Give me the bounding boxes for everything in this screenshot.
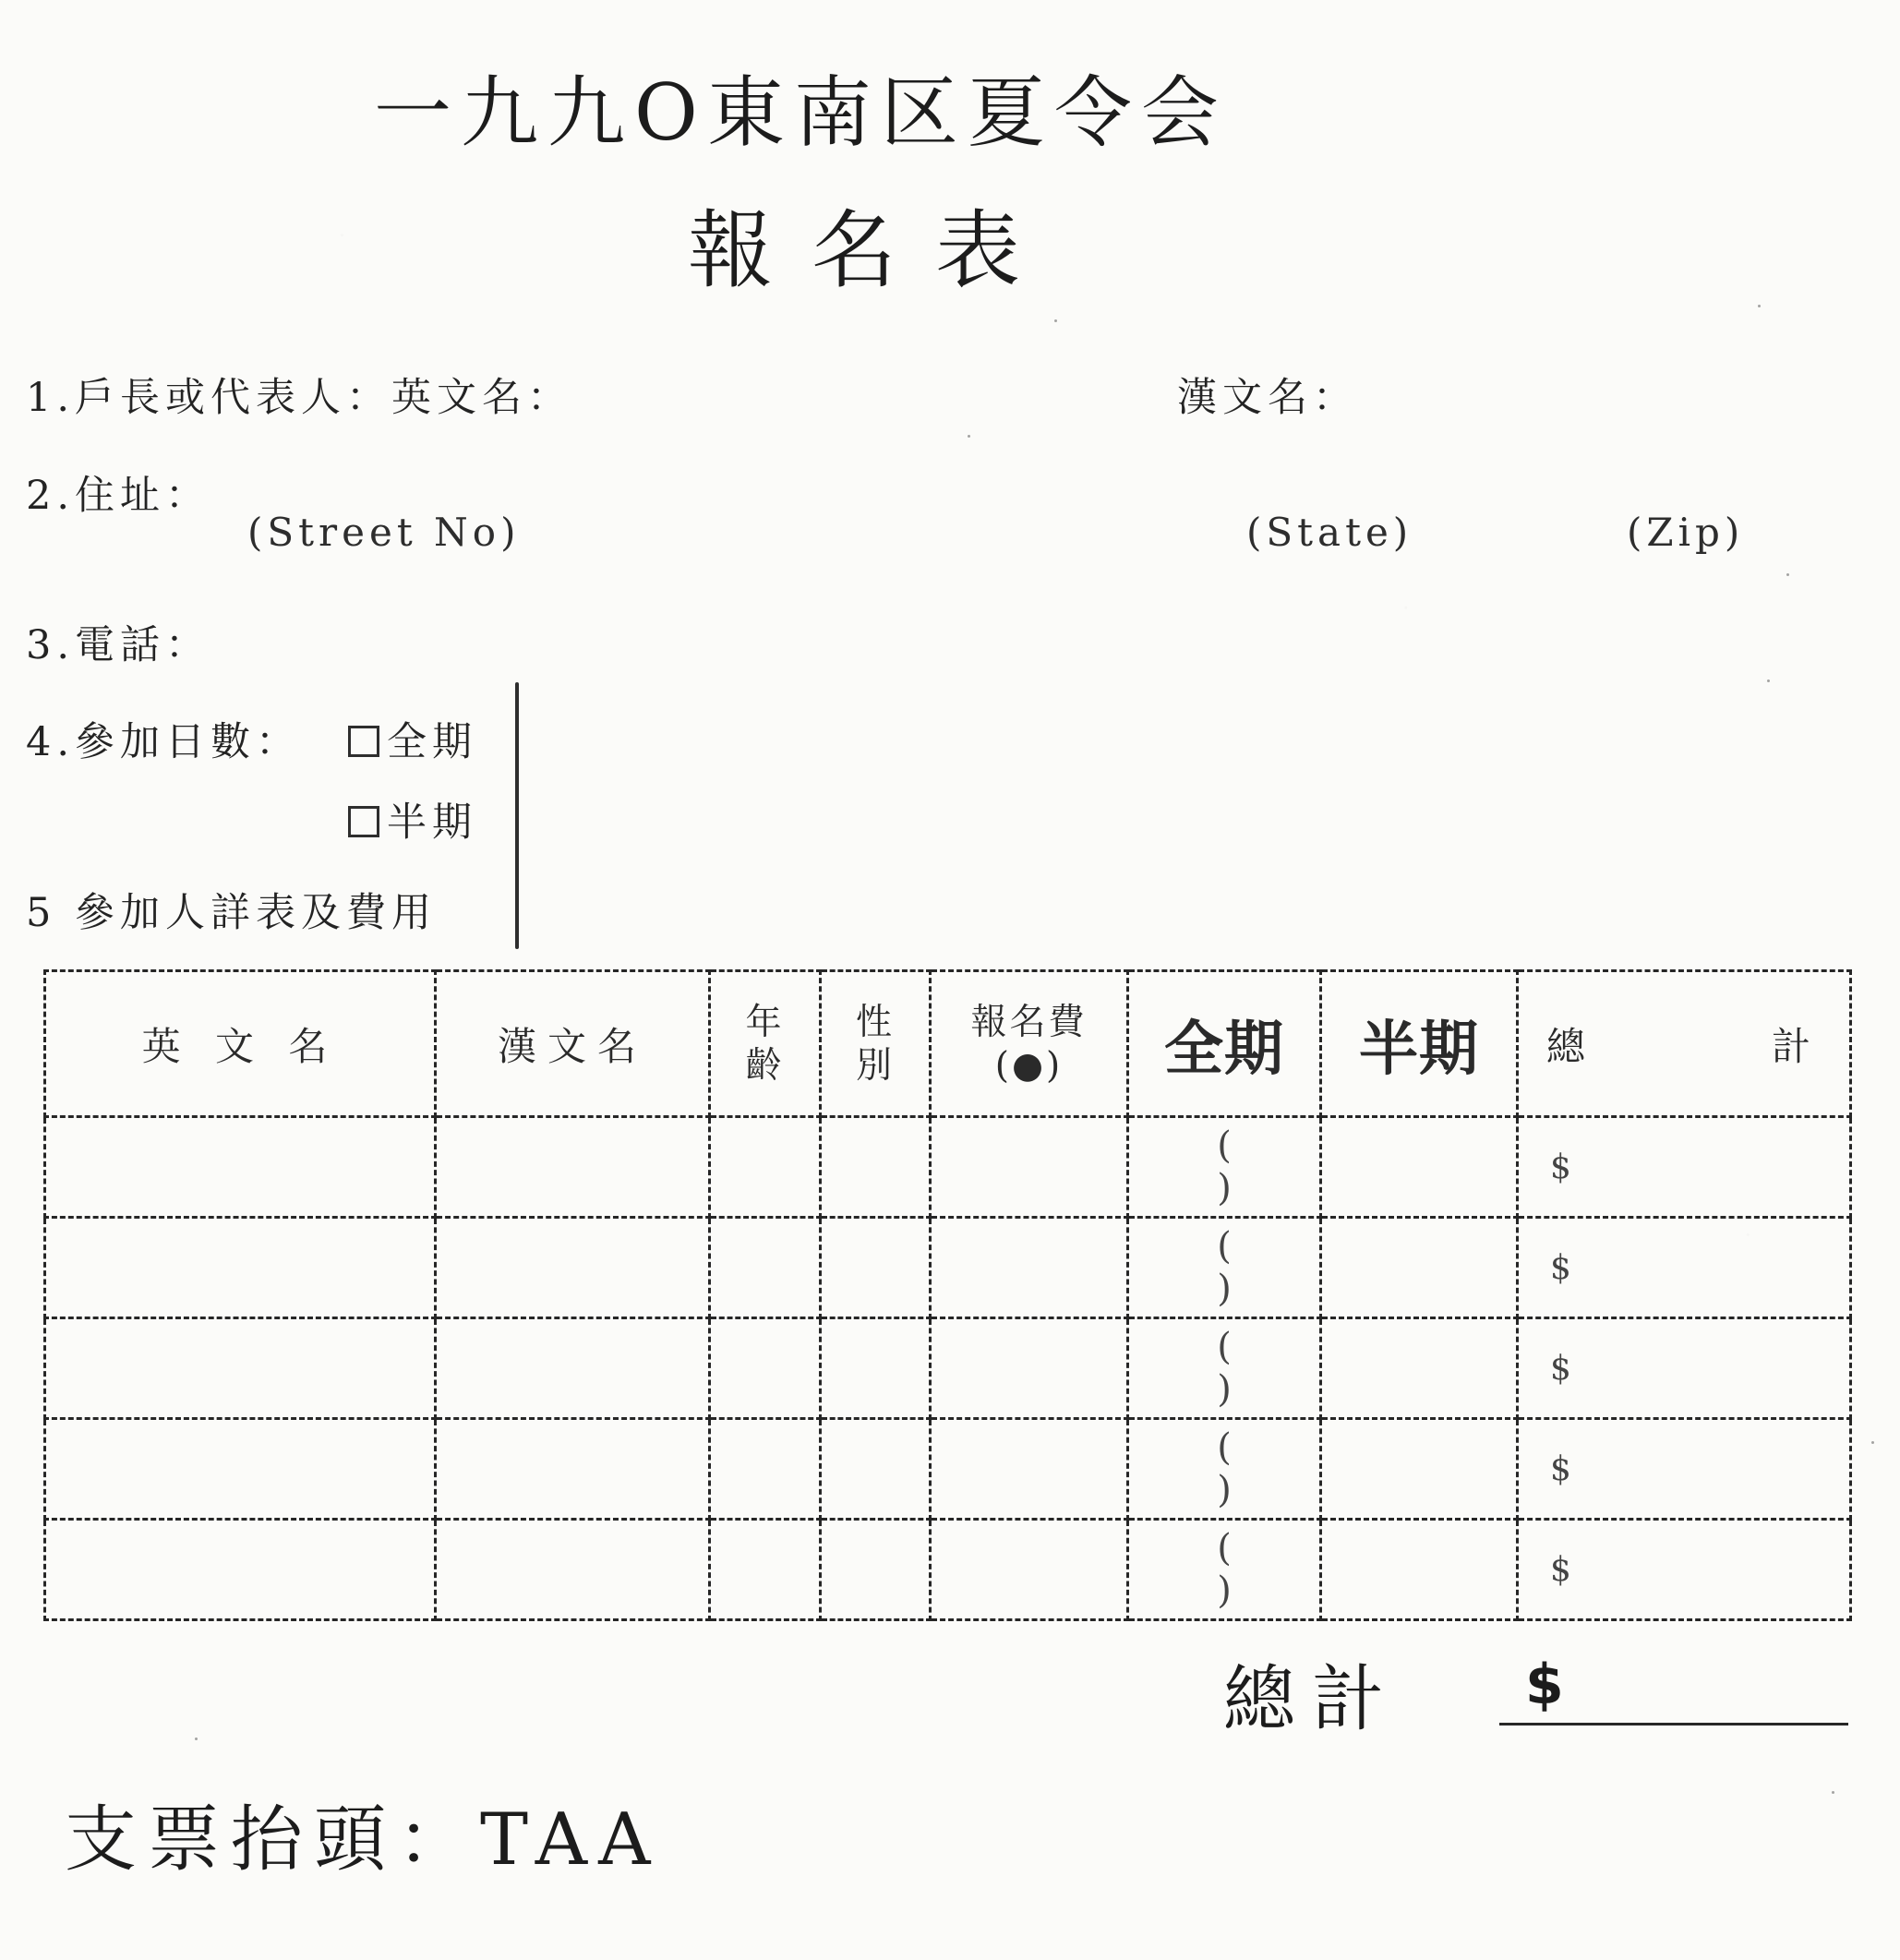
registration-fee-column-header [931,971,1128,1117]
grand-total-label: 總計 [1223,1658,1401,1741]
chinese-name-column-header: 漢文名 [436,971,710,1117]
scan-speckle [1767,679,1770,682]
age-column-header [710,971,821,1117]
representative-english-name-label: 1.戶長或代表人：英文名： [26,375,573,421]
paren-left: ( [1217,1225,1232,1268]
total-header-right: 計 [1771,1023,1822,1069]
half-period-cell[interactable] [1321,1318,1518,1419]
gender-cell[interactable] [821,1117,931,1218]
scan-speckle [1832,1791,1834,1794]
table-row [45,1218,1851,1318]
full-period-column-header: 全期 [1128,971,1321,1117]
grand-total-input-line[interactable] [1499,1723,1848,1726]
half-period-cell[interactable] [1321,1117,1518,1218]
half-period-cell[interactable] [1321,1419,1518,1520]
participant-table [43,969,1849,1619]
full-period-option-label: 全期 [387,719,477,765]
chinese-name-cell[interactable] [436,1318,710,1419]
full-period-option[interactable] [348,711,477,767]
registration-fee-cell[interactable] [931,1218,1128,1318]
table-row [45,1318,1851,1419]
paren-left: ( [1217,1124,1232,1167]
full-period-cell[interactable] [1128,1318,1321,1419]
chinese-name-cell[interactable] [436,1117,710,1218]
half-period-checkbox[interactable] [348,806,379,837]
english-name-cell[interactable] [45,1218,436,1318]
paren-left: ( [1217,1527,1232,1569]
full-period-cell[interactable] [1128,1419,1321,1520]
row-total-column-header [1518,971,1851,1117]
gender-cell[interactable] [821,1520,931,1620]
scan-speckle [1758,305,1761,307]
paren-right: ) [1217,1368,1232,1411]
paren-right: ) [1217,1268,1232,1310]
paren-right: ) [1217,1167,1232,1209]
scan-speckle [968,435,970,438]
phone-label: 3.電話： [26,622,211,668]
english-name-cell[interactable] [45,1419,436,1520]
chinese-name-cell[interactable] [436,1520,710,1620]
row-total-cell[interactable] [1518,1520,1851,1620]
address-label: 2.住址： [26,473,211,519]
age-header-bottom: 齡 [745,1044,785,1087]
form-title: 報名表 [688,201,1060,300]
street-number-hint: (Street No) [247,510,521,555]
age-cell[interactable] [710,1117,821,1218]
paren-left: ( [1217,1326,1232,1368]
english-name-cell[interactable] [45,1318,436,1419]
full-period-cell[interactable] [1128,1218,1321,1318]
row-total-cell[interactable] [1518,1218,1851,1318]
table-row [45,1117,1851,1218]
gender-column-header [821,971,931,1117]
scan-speckle [1054,319,1057,322]
dollar-sign: $ [1550,1248,1571,1287]
registration-fee-cell[interactable] [931,1318,1128,1419]
full-period-cell[interactable] [1128,1520,1321,1620]
half-period-column-header: 半期 [1321,971,1518,1117]
age-cell[interactable] [710,1520,821,1620]
half-period-cell[interactable] [1321,1218,1518,1318]
gender-header-top: 性 [855,1001,895,1043]
age-header-top: 年 [745,1001,785,1043]
grand-total-dollar-sign: $ [1525,1653,1564,1717]
full-period-cell[interactable] [1128,1117,1321,1218]
english-name-cell[interactable] [45,1520,436,1620]
half-period-cell[interactable] [1321,1520,1518,1620]
full-period-checkbox[interactable] [348,726,379,757]
fee-header-top: 報名費 [970,1001,1088,1043]
age-cell[interactable] [710,1218,821,1318]
gender-cell[interactable] [821,1419,931,1520]
dollar-sign: $ [1550,1550,1571,1589]
dollar-sign: $ [1550,1449,1571,1488]
participant-details-label: 5 參加人詳表及費用 [26,890,438,936]
chinese-name-cell[interactable] [436,1218,710,1318]
table-row [45,1419,1851,1520]
age-cell[interactable] [710,1419,821,1520]
event-title: 一九九O東南区夏令会 [374,67,1228,158]
age-cell[interactable] [710,1318,821,1419]
english-name-column-header: 英 文 名 [45,971,436,1117]
participation-bracket [515,682,519,949]
half-period-option[interactable] [348,791,477,848]
paren-right: ) [1217,1469,1232,1511]
paren-left: ( [1217,1426,1232,1469]
table-header-row [45,971,1851,1117]
gender-cell[interactable] [821,1218,931,1318]
fee-header-bottom: (●) [994,1044,1064,1087]
english-name-cell[interactable] [45,1117,436,1218]
table-row [45,1520,1851,1620]
row-total-cell[interactable] [1518,1419,1851,1520]
paren-right: ) [1217,1569,1232,1612]
scan-speckle [195,1738,198,1740]
registration-fee-cell[interactable] [931,1520,1128,1620]
total-header-left: 總 [1546,1023,1597,1069]
representative-chinese-name-label: 漢文名： [1177,375,1358,421]
participant-fees-table [43,969,1852,1621]
registration-fee-cell[interactable] [931,1117,1128,1218]
scan-speckle [1871,1441,1874,1444]
zip-hint: (Zip) [1627,510,1745,555]
scan-speckle [1786,573,1789,576]
dollar-sign: $ [1550,1349,1571,1388]
row-total-cell[interactable] [1518,1318,1851,1419]
half-period-option-label: 半期 [387,800,477,846]
gender-header-bottom: 別 [855,1044,895,1087]
cheque-payable-note: 支票抬頭：TAA [65,1798,662,1882]
row-total-cell[interactable] [1518,1117,1851,1218]
participation-days-label: 4.參加日數： [26,719,302,765]
gender-cell[interactable] [821,1318,931,1419]
registration-fee-cell[interactable] [931,1419,1128,1520]
state-hint: (State) [1246,510,1413,555]
dollar-sign: $ [1550,1148,1571,1186]
chinese-name-cell[interactable] [436,1419,710,1520]
